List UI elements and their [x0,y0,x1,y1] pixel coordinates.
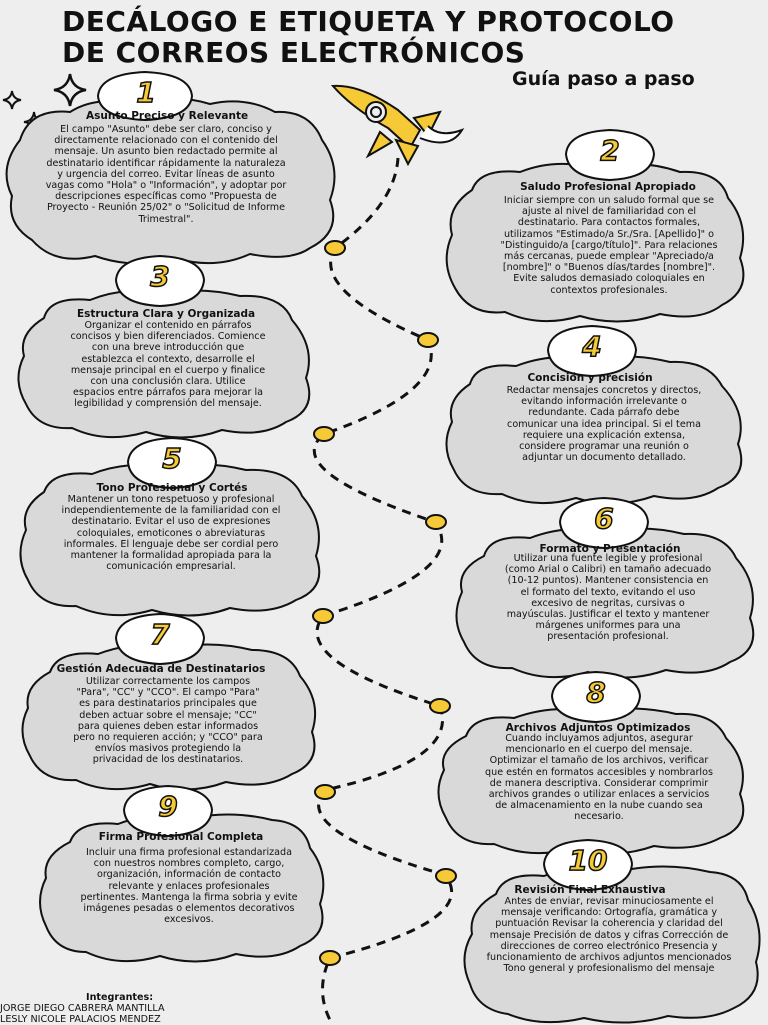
step-text: Redactar mensajes concretos y directos, evitando información irrelevante o redundante. Cada párrafo debe comunicar una idea principal. Si el tema requiere una explicación extensa, considere programar una reunión o adjuntar un documento detallado. [506,385,702,464]
path-dot-icon [426,515,446,529]
credits-member: JORGE DIEGO CABRERA MANTILLA [0,1003,165,1014]
step-number: 8 [586,676,606,709]
step-title: Asunto Preciso y Relevante [86,110,249,122]
step-title: Saludo Profesional Apropiado [520,181,696,193]
step-title: Concisión y precisión [527,372,653,384]
step-title: Firma Profesional Completa [98,831,264,843]
step-title: Estructura Clara y Organizada [76,308,256,320]
step-title: Tono Profesional y Cortés [96,482,248,494]
title-line-1: DECÁLOGO E ETIQUETA Y PROTOCOLO [62,5,675,38]
step-number: 7 [150,618,170,651]
credits [0,992,240,1025]
step-title: Revisión Final Exhaustiva [514,884,666,896]
page-subtitle: Guía paso a paso [512,68,695,90]
title-line-2: DE CORREOS ELECTRÓNICOS [62,36,526,69]
step-text: Cuando incluyamos adjuntos, asegurar mencionarlo en el cuerpo del mensaje. Optimizar el tamaño de los archivos, verificar que estén en formatos accesibles y nombrarlos de manera descriptiva. Considerar comprimir archivos grandes o utilizar enlaces a servicios de almacenamiento en la nube cuando sea necesario. [485,733,713,823]
step-number: 6 [594,502,614,535]
step-text: Utilizar una fuente legible y profesional (como Arial o Calibri) en tamaño adecuado (10-12 puntos). Mantener consistencia en el formato del texto, evitando el uso excesivo de negritas, cursivas o mayúsculas. Justificar el texto y mantener márgenes uniformes para una presentación profesional. [504,553,712,643]
step-number: 10 [568,844,608,877]
step-text: El campo "Asunto" debe ser claro, conciso y directamente relacionado con el contenido del mensaje. Un asunto bien redactado permite al destinatario identificar rápidamente la naturaleza y urgencia del correo. Evitar líneas de asunto vagas como "Hola" o "Información", y adoptar por descripciones específicas como "Propuesta de Proyecto - Reunión 25/02" o "Solicitud de Informe Trimestral". [45,124,287,225]
sparkle-icon [3,91,21,109]
step-text: Antes de enviar, revisar minuciosamente el mensaje verificando: Ortografía, gramática y puntuación Revisar la coherencia y claridad del mensaje Precisión de datos y cifras Corrección de direcciones de correo electrónico Presencia y funcionamiento de archivos adjuntos mencionados Tono general y profesionalismo del mensaje [486,896,732,975]
step-number: 4 [582,330,602,363]
step-title: Formato y Presentación [539,543,681,555]
path-dot-icon [325,241,345,255]
rocket-icon [333,86,462,164]
path-dot-icon [313,609,333,623]
step-text: Iniciar siempre con un saludo formal que se ajuste al nivel de familiaridad con el destinatario. Para contactos formales, utilizamos "Estimado/a Sr./Sra. [Apellido]" o "Distinguido/a [cargo/título]". Para relaciones más cercanas, puede emplear "Apreciado/a [nombre]" o "Buenos días/tardes [nombre]". Evite saludos demasiado coloquiales en contextos profesionales. [500,195,718,296]
step-text: Organizar el contenido en párrafos concisos y bien diferenciados. Comience con una breve introducción que establezca el contexto, desarrolle el mensaje principal en el cuerpo y finalice con una conclusión clara. Utilice espacios entre párrafos para mejorar la legibilidad y comprensión del mensaje. [70,320,266,410]
credits-label: Integrantes: [86,992,154,1003]
path-dot-icon [430,699,450,713]
step-number: 9 [158,790,178,823]
path-dot-icon [314,427,334,441]
path-dot-icon [436,869,456,883]
dashed-path [314,158,451,1020]
step-title: Gestión Adecuada de Destinatarios [56,663,266,675]
credits-member: LESLY NICOLE PALACIOS MENDEZ [0,1014,161,1025]
path-dot-icon [320,951,340,965]
step-number: 1 [136,76,156,109]
step-title: Archivos Adjuntos Optimizados [505,722,691,734]
sparkle-icon [54,74,86,106]
step-number: 5 [162,442,182,475]
path-dot-icon [418,333,438,347]
path-dot-icon [315,785,335,799]
step-number: 3 [150,260,170,293]
step-text: Utilizar correctamente los campos "Para", "CC" y "CCO". El campo "Para" es para destinatarios principales que deben actuar sobre el mensaje; "CC" para quienes deben estar informados pero no requieren acción; y "CCO" para envíos masivos protegiendo la privacidad de los destinatarios. [73,676,263,766]
step-text: Mantener un tono respetuoso y profesional independientemente de la familiaridad con el destinatario. Evitar el uso de expresiones coloquiales, emoticones o abreviaturas informales. El lenguaje debe ser cordial pero mantener la formalidad apropiada para la comunicación empresarial. [61,494,281,573]
step-number: 2 [600,134,620,167]
step-text: Incluir una firma profesional estandarizada con nuestros nombres completo, cargo, organización, información de contacto relevante y enlaces profesionales pertinentes. Mantenga la firma sobria y evite imágenes pesadas o elementos decorativos excesivos. [80,847,298,926]
